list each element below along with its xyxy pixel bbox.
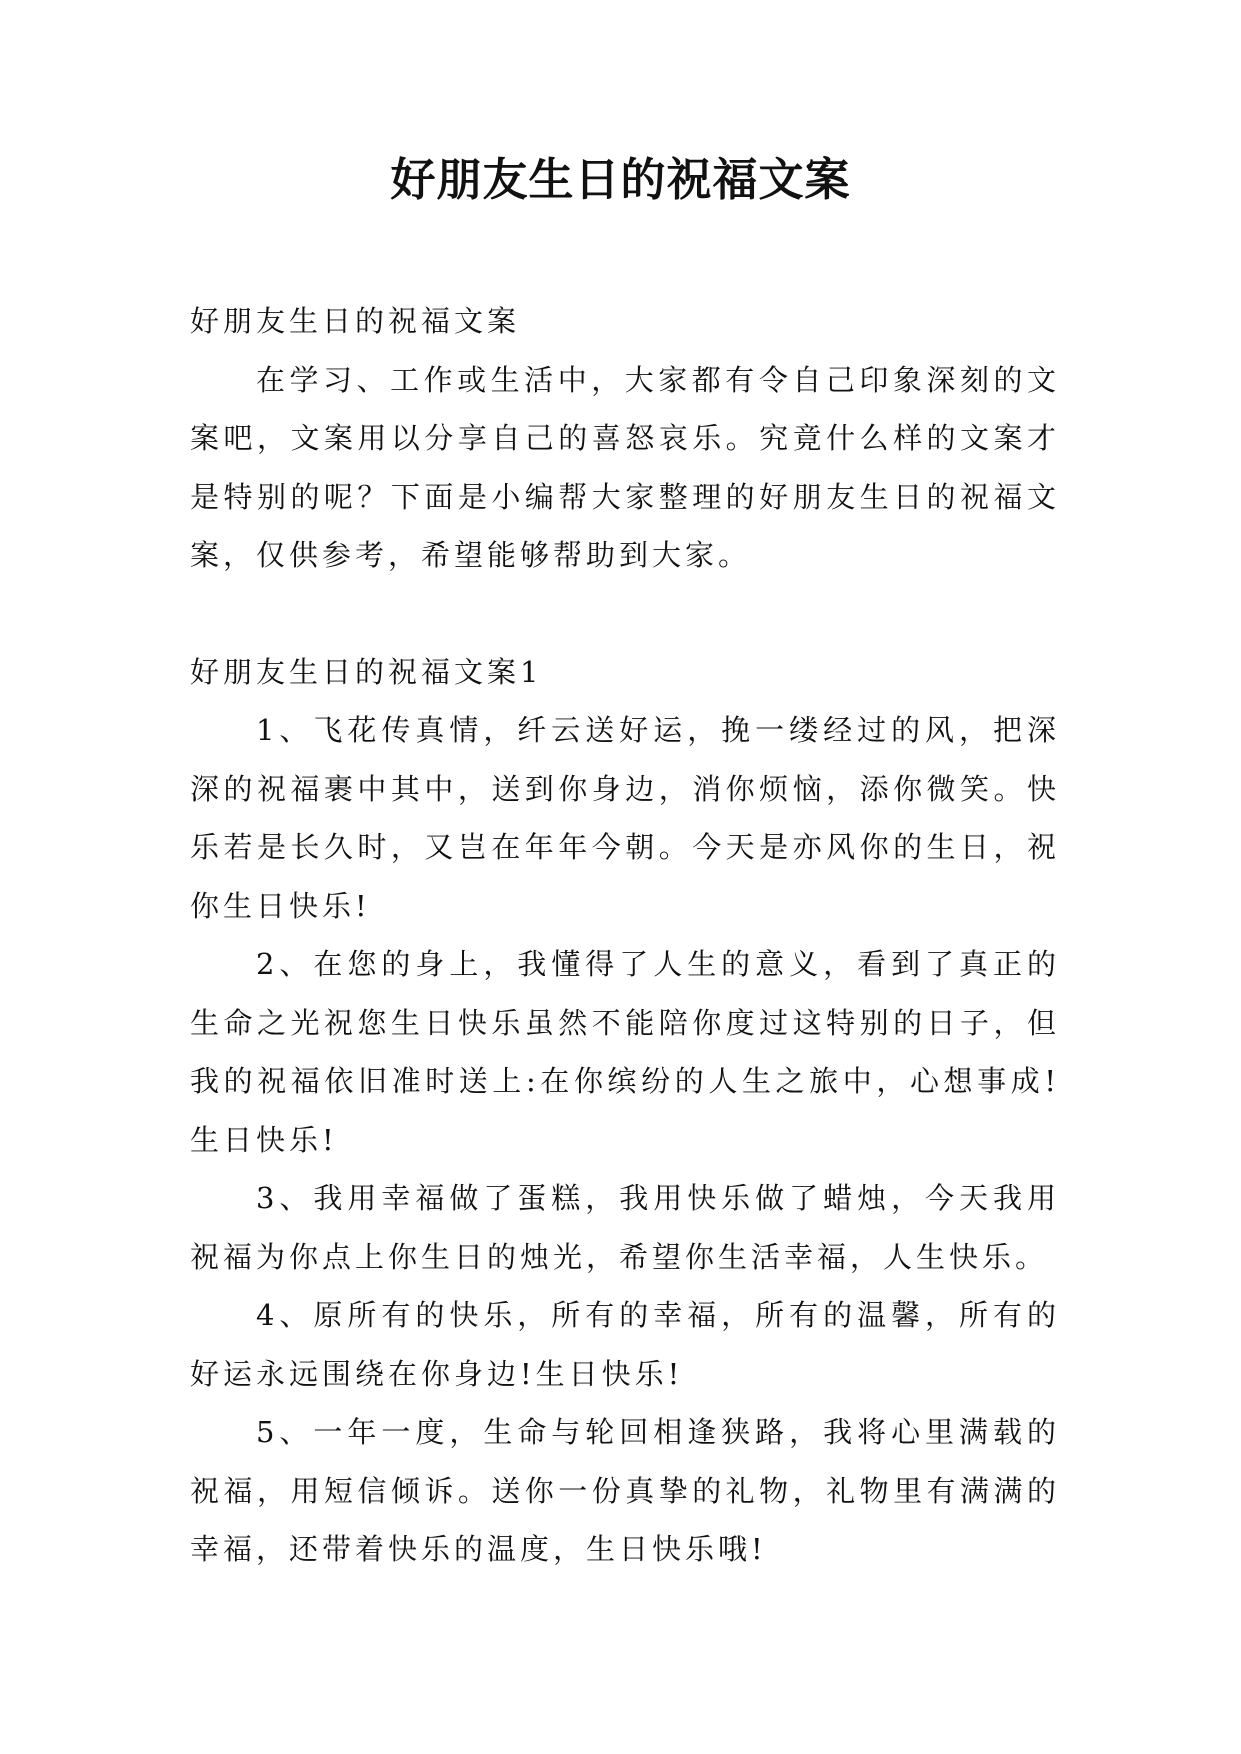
wish-item-4: 4、原所有的快乐，所有的幸福，所有的温馨，所有的好运永远围绕在你身边!生日快乐!: [190, 1298, 1060, 1391]
document-subtitle: 好朋友生日的祝福文案: [190, 304, 521, 338]
wish-item-1: 1、飞花传真情，纤云送好运，挽一缕经过的风，把深深的祝福裹中其中，送到你身边，消你烦恼，添你微笑。快乐若是长久时，又岂在年年今朝。今天是亦风你的生日，祝你生日快乐!: [190, 713, 1060, 923]
document-title: 好朋友生日的祝福文案: [390, 153, 851, 206]
wish-item-2: 2、在您的身上，我懂得了人生的意义，看到了真正的生命之光祝您生日快乐虽然不能陪你度过这特别的日子，但我的祝福依旧准时送上:在你缤纷的人生之旅中，心想事成!生日快乐!: [190, 947, 1060, 1157]
wish-item-3: 3、我用幸福做了蛋糕，我用快乐做了蜡烛，今天我用祝福为你点上你生日的烛光，希望你生活幸福，人生快乐。: [190, 1181, 1060, 1274]
section-title: 好朋友生日的祝福文案1: [190, 654, 543, 689]
intro-paragraph: 在学习、工作或生活中，大家都有令自己印象深刻的文案吧，文案用以分享自己的喜怒哀乐。究竟什么样的文案才是特别的呢？下面是小编帮大家整理的好朋友生日的祝福文案，仅供参考，希望能够帮助到大家。: [190, 362, 1060, 572]
wish-item-5: 5、一年一度，生命与轮回相逢狭路，我将心里满载的祝福，用短信倾诉。送你一份真挚的礼物，礼物里有满满的幸福，还带着快乐的温度，生日快乐哦!: [190, 1415, 1060, 1566]
document-body: [190, 292, 1060, 1579]
